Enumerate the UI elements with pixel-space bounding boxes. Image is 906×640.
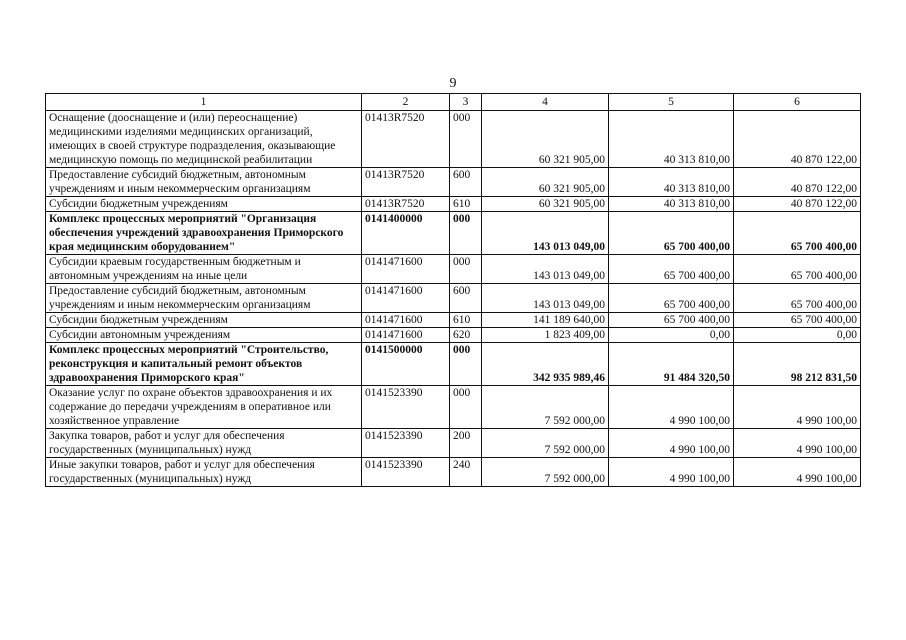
row-amount-year3-cell: 4 990 100,00 [734,429,861,458]
row-expense-type-cell: 000 [450,212,482,255]
row-amount-year3-cell: 65 700 400,00 [734,212,861,255]
row-code-cell: 0141523390 [362,386,450,429]
row-name-cell: Оказание услуг по охране объектов здравоохранения и их содержание до передачи учреждениям в оперативное или хозяйственное управление [46,386,362,429]
row-code-cell: 0141500000 [362,343,450,386]
row-amount-year2-cell: 0,00 [609,328,734,343]
table-row [46,386,861,429]
table-row [46,343,861,386]
row-amount-year3-cell: 4 990 100,00 [734,386,861,429]
row-amount-year3-cell: 0,00 [734,328,861,343]
table-row [46,284,861,313]
header-cell: 5 [609,94,734,111]
row-amount-year2-cell: 65 700 400,00 [609,313,734,328]
row-expense-type-cell: 000 [450,386,482,429]
row-name-cell: Комплекс процессных мероприятий "Строительство, реконструкция и капитальный ремонт объектов здравоохранения Приморского края" [46,343,362,386]
row-amount-year1-cell: 7 592 000,00 [482,458,609,487]
row-amount-year1-cell: 7 592 000,00 [482,386,609,429]
row-amount-year3-cell: 4 990 100,00 [734,458,861,487]
row-amount-year2-cell: 4 990 100,00 [609,386,734,429]
row-amount-year2-cell: 4 990 100,00 [609,429,734,458]
header-cell: 1 [46,94,362,111]
table-row [46,111,861,168]
header-cell: 3 [450,94,482,111]
row-amount-year1-cell: 141 189 640,00 [482,313,609,328]
header-cell: 2 [362,94,450,111]
row-code-cell: 01413R7520 [362,197,450,212]
row-name-cell: Иные закупки товаров, работ и услуг для обеспечения государственных (муниципальных) нужд [46,458,362,487]
row-name-cell: Предоставление субсидий бюджетным, автономным учреждениям и иным некоммерческим организациям [46,284,362,313]
row-code-cell: 0141523390 [362,429,450,458]
row-amount-year2-cell: 40 313 810,00 [609,168,734,197]
row-expense-type-cell: 000 [450,255,482,284]
row-name-cell: Комплекс процессных мероприятий "Организация обеспечения учреждений здравоохранения Приморского края медицинским оборудованием" [46,212,362,255]
row-name-cell: Субсидии автономным учреждениям [46,328,362,343]
table-row [46,197,861,212]
row-amount-year1-cell: 143 013 049,00 [482,212,609,255]
row-code-cell: 0141471600 [362,284,450,313]
header-row [46,94,861,111]
header-cell: 6 [734,94,861,111]
row-code-cell: 01413R7520 [362,168,450,197]
row-amount-year1-cell: 60 321 905,00 [482,168,609,197]
row-amount-year2-cell: 40 313 810,00 [609,111,734,168]
row-expense-type-cell: 610 [450,313,482,328]
row-name-cell: Субсидии бюджетным учреждениям [46,313,362,328]
row-amount-year3-cell: 65 700 400,00 [734,313,861,328]
row-expense-type-cell: 600 [450,168,482,197]
row-amount-year3-cell: 65 700 400,00 [734,255,861,284]
row-amount-year2-cell: 91 484 320,50 [609,343,734,386]
row-amount-year1-cell: 342 935 989,46 [482,343,609,386]
row-amount-year2-cell: 65 700 400,00 [609,284,734,313]
row-expense-type-cell: 000 [450,343,482,386]
row-expense-type-cell: 600 [450,284,482,313]
table-row [46,328,861,343]
table-row [46,313,861,328]
row-amount-year1-cell: 143 013 049,00 [482,255,609,284]
row-code-cell: 0141523390 [362,458,450,487]
row-expense-type-cell: 000 [450,111,482,168]
row-code-cell: 0141400000 [362,212,450,255]
row-expense-type-cell: 200 [450,429,482,458]
row-name-cell: Оснащение (дооснащение и (или) переоснащение) медицинскими изделиями медицинских организаций, имеющих в своей структуре подразделения, оказывающие медицинскую помощь по медицинской реабилитации [46,111,362,168]
header-cell: 4 [482,94,609,111]
row-amount-year2-cell: 65 700 400,00 [609,255,734,284]
row-amount-year1-cell: 60 321 905,00 [482,111,609,168]
row-amount-year1-cell: 60 321 905,00 [482,197,609,212]
row-amount-year3-cell: 40 870 122,00 [734,197,861,212]
table-row [46,429,861,458]
row-amount-year3-cell: 98 212 831,50 [734,343,861,386]
row-code-cell: 01413R7520 [362,111,450,168]
table-body [46,111,861,487]
row-amount-year3-cell: 65 700 400,00 [734,284,861,313]
row-amount-year3-cell: 40 870 122,00 [734,111,861,168]
table-row [46,212,861,255]
row-amount-year3-cell: 40 870 122,00 [734,168,861,197]
table-row [46,458,861,487]
row-name-cell: Субсидии краевым государственным бюджетным и автономным учреждениям на иные цели [46,255,362,284]
row-name-cell: Субсидии бюджетным учреждениям [46,197,362,212]
row-code-cell: 0141471600 [362,255,450,284]
row-code-cell: 0141471600 [362,313,450,328]
row-amount-year2-cell: 4 990 100,00 [609,458,734,487]
row-amount-year1-cell: 7 592 000,00 [482,429,609,458]
page-number: 9 [449,76,457,91]
row-name-cell: Закупка товаров, работ и услуг для обеспечения государственных (муниципальных) нужд [46,429,362,458]
table-row [46,168,861,197]
table-row [46,255,861,284]
row-expense-type-cell: 620 [450,328,482,343]
budget-table [45,93,861,487]
row-expense-type-cell: 610 [450,197,482,212]
row-code-cell: 0141471600 [362,328,450,343]
row-amount-year2-cell: 65 700 400,00 [609,212,734,255]
row-amount-year1-cell: 1 823 409,00 [482,328,609,343]
row-name-cell: Предоставление субсидий бюджетным, автономным учреждениям и иным некоммерческим организациям [46,168,362,197]
row-amount-year1-cell: 143 013 049,00 [482,284,609,313]
row-expense-type-cell: 240 [450,458,482,487]
row-amount-year2-cell: 40 313 810,00 [609,197,734,212]
